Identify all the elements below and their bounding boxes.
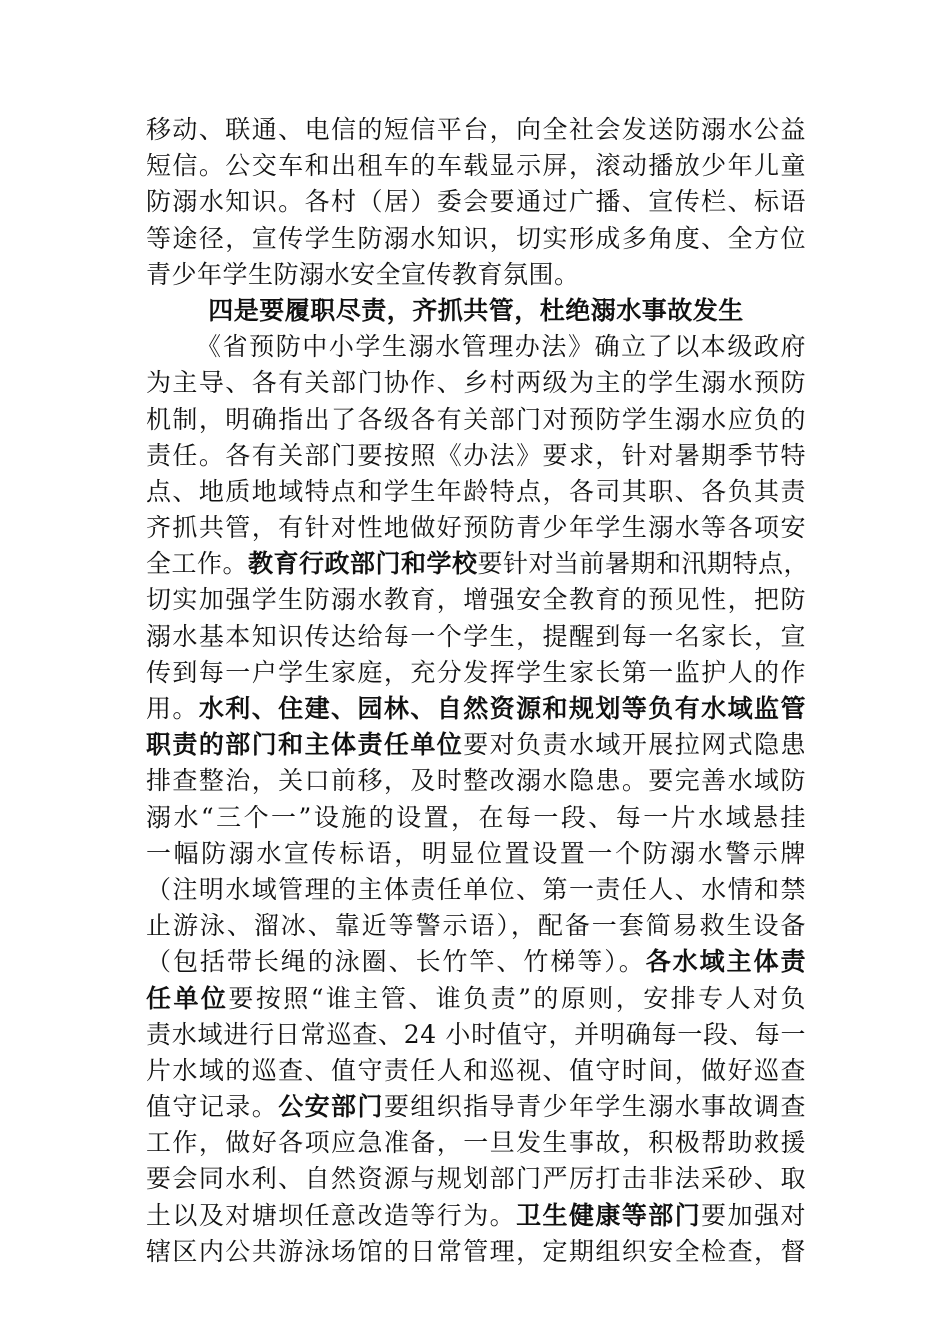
text-segment: 移动、联通、电信的短信平台，向全社会发送防溺水公益: [146, 115, 806, 144]
text-segment: 要对负责水域开展拉网式隐患: [463, 730, 806, 760]
text-line: [146, 981, 806, 1017]
text-segment: 责任。各有关部门要按照《办法》要求，针对暑期季节特: [146, 440, 806, 470]
bold-phrase: 公安部门: [278, 1092, 384, 1122]
text-segment: 防溺水知识。各村（居）委会要通过广播、宣传栏、标语: [146, 187, 806, 217]
text-line: [146, 1125, 806, 1161]
text-segment: 溺水“三个一”设施的设置，在每一段、每一片水域悬挂: [146, 802, 806, 832]
text-segment: 要加强对: [701, 1200, 806, 1230]
text-segment: 土以及对塘坝任意改造等行为。: [146, 1200, 517, 1230]
text-line: [146, 438, 806, 474]
text-segment: 齐抓共管，有针对性地做好预防青少年学生溺水等各项安: [146, 513, 806, 543]
text-segment: 止游泳、溜冰、靠近等警示语），配备一套简易救生设备: [146, 911, 806, 941]
text-line: [146, 257, 806, 293]
text-segment: 等途径，宣传学生防溺水知识，切实形成多角度、全方位: [146, 223, 806, 253]
text-line: [146, 908, 806, 944]
text-segment: 要针对当前暑期和汛期特点，: [477, 549, 810, 579]
text-segment: 全工作。: [146, 549, 249, 579]
text-line: [146, 1089, 806, 1125]
text-line: [146, 221, 806, 257]
text-segment: 溺水基本知识传达给每一个学生，提醒到每一名家长，宣: [146, 621, 806, 651]
text-segment: 点、地质地域特点和学生年龄特点，各司其职、各负其责: [146, 476, 806, 506]
text-line: [146, 1053, 806, 1089]
text-line: [146, 655, 806, 691]
text-segment: 工作，做好各项应急准备，一旦发生事故，积极帮助救援: [146, 1128, 806, 1158]
text-segment: 传到每一户学生家庭，充分发挥学生家长第一监护人的作: [146, 657, 806, 687]
bold-phrase: 任单位: [146, 983, 229, 1013]
text-segment: 为主导、各有关部门协作、乡村两级为主的学生溺水预防: [146, 368, 806, 398]
text-line: [146, 1198, 806, 1234]
text-line: [146, 872, 806, 908]
text-line: [146, 474, 806, 510]
text-segment: 要组织指导青少年学生溺水事故调查: [383, 1092, 806, 1122]
bold-phrase: 卫生健康等部门: [516, 1200, 702, 1230]
bold-phrase: 四是要履职尽责，齐抓共管，杜绝溺水事故发生: [208, 295, 744, 325]
text-line: [146, 800, 806, 836]
text-line: [146, 836, 806, 872]
text-segment: 青少年学生防溺水安全宣传教育氛围。: [146, 259, 580, 289]
text-segment: 辖区内公共游泳场馆的日常管理，定期组织安全检查，督: [146, 1236, 806, 1266]
text-segment: 要会同水利、自然资源与规划部门严厉打击非法采砂、取: [146, 1164, 806, 1194]
text-line: [146, 184, 806, 220]
text-line: [146, 691, 806, 727]
text-line: [146, 582, 806, 618]
text-line: [146, 727, 806, 763]
text-segment: 一幅防溺水宣传标语，明显位置设置一个防溺水警示牌: [146, 838, 806, 868]
text-line: [146, 763, 806, 799]
text-segment: 排查整治，关口前移，及时整改溺水隐患。要完善水域防: [146, 766, 806, 796]
text-segment: 机制，明确指出了各级各有关部门对预防学生溺水应负的: [146, 404, 806, 434]
text-line: [146, 112, 806, 148]
text-line: [146, 365, 806, 401]
text-line: [146, 1017, 806, 1053]
text-segment: 责水域进行日常巡查、24 小时值守，并明确每一段、每一: [146, 1019, 806, 1049]
text-line: [146, 1161, 806, 1197]
text-segment: 《省预防中小学生溺水管理办法》确立了以本级政府: [196, 332, 806, 362]
bold-phrase: 各水域主体责: [645, 947, 806, 977]
text-segment: 用。: [146, 694, 199, 723]
text-segment: （注明水域管理的主体责任单位、第一责任人、水情和禁: [146, 874, 806, 904]
text-line: [146, 148, 806, 184]
bold-phrase: 职责的部门和主体责任单位: [146, 730, 464, 760]
bold-phrase: 教育行政部门和学校: [248, 549, 478, 579]
text-segment: （包括带长绳的泳圈、长竹竿、竹梯等）。: [146, 947, 646, 977]
text-segment: 短信。公交车和出租车的车载显示屏，滚动播放少年儿童: [146, 151, 806, 181]
text-line: [146, 619, 806, 655]
text-line: [146, 402, 806, 438]
text-line: [146, 1234, 806, 1270]
bold-phrase: 水利、住建、园林、自然资源和规划等负有水域监管: [198, 694, 806, 723]
text-line: [146, 510, 806, 546]
text-segment: 片水域的巡查、值守责任人和巡视、值守时间，做好巡查: [146, 1055, 806, 1085]
text-segment: 要按照“谁主管、谁负责”的原则，安排专人对负: [228, 983, 806, 1013]
text-line: [146, 329, 806, 365]
document-body: [146, 112, 810, 1270]
section-heading: [146, 293, 806, 329]
text-line: [146, 546, 810, 582]
text-segment: 值守记录。: [146, 1092, 279, 1122]
text-line: [146, 944, 806, 980]
text-segment: 切实加强学生防溺水教育，增强安全教育的预见性，把防: [146, 585, 806, 615]
